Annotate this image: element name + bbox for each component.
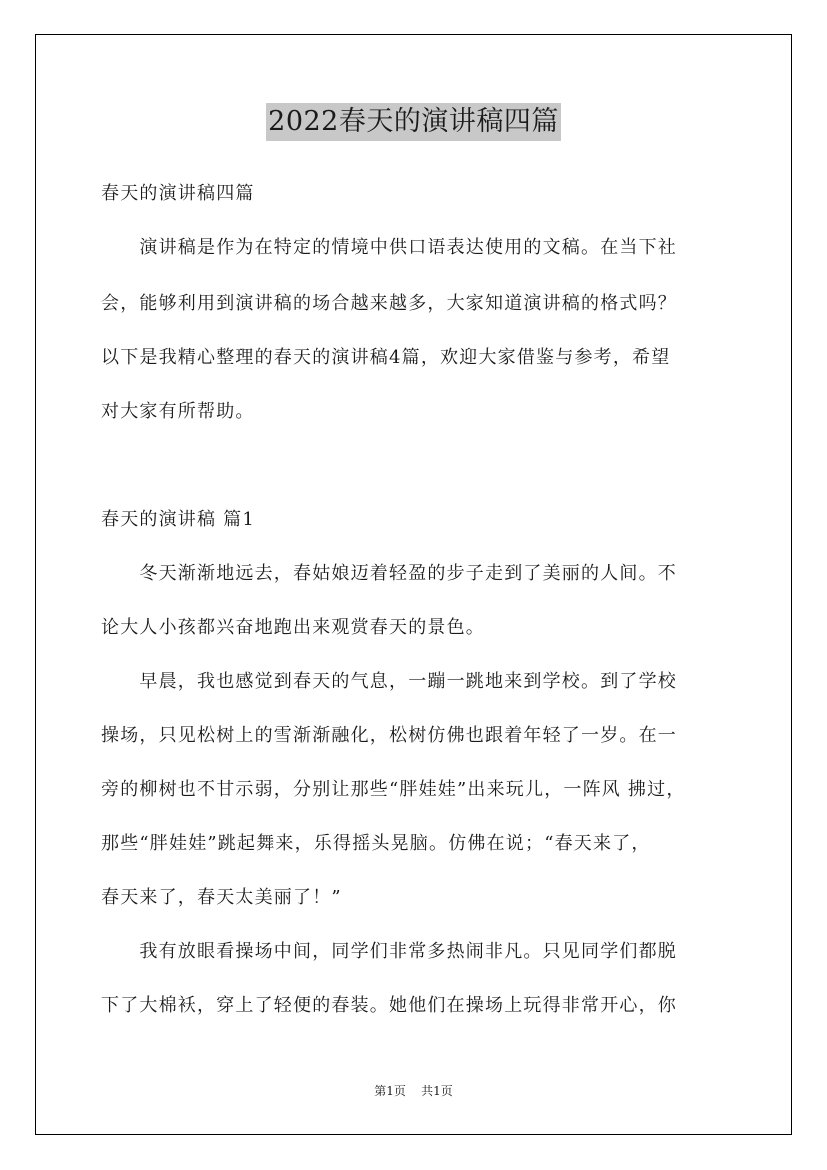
paragraph-line: 我有放眼看操场中间，同学们非常多热闹非凡。只见同学们都脱 [101,941,677,962]
paragraph-line: 对大家有所帮助。 [101,401,255,422]
paragraph-line: 那些“胖娃娃”跳起舞来，乐得摇头晃脑。仿佛在说；“春天来了， [101,833,651,854]
paragraph-line: 旁的柳树也不甘示弱，分别让那些“胖娃娃”出来玩儿，一阵风 拂过， [101,779,686,800]
total-pages: 共1页 [421,1084,453,1098]
paragraph-line: 春天来了，春天太美丽了！” [101,887,342,908]
document-title: 2022春天的演讲稿四篇 [266,103,561,141]
title-container [0,103,827,141]
paragraph-line: 会，能够利用到演讲稿的场合越来越多，大家知道演讲稿的格式吗？ [101,293,677,314]
paragraph-line: 早晨，我也感觉到春天的气息，一蹦一跳地来到学校。到了学校 [101,671,677,692]
paragraph-line: 下了大棉袄，穿上了轻便的春装。她他们在操场上玩得非常开心，你 [101,995,677,1016]
paragraph-line: 论大人小孩都兴奋地跑出来观赏春天的景色。 [101,617,485,638]
page-footer [0,1082,827,1099]
page-number: 第1页 [374,1084,406,1098]
paragraph-line: 操场，只见松树上的雪渐渐融化，松树仿佛也跟着年轻了一岁。在一 [101,725,677,746]
paragraph-line: 冬天渐渐地远去，春姑娘迈着轻盈的步子走到了美丽的人间。不 [101,563,677,584]
section-heading: 春天的演讲稿 篇1 [101,509,255,530]
paragraph-line: 演讲稿是作为在特定的情境中供口语表达使用的文稿。在当下社 [101,237,677,258]
paragraph-line: 以下是我精心整理的春天的演讲稿4篇，欢迎大家借鉴与参考，希望 [101,347,671,368]
section-heading: 春天的演讲稿四篇 [101,183,255,204]
